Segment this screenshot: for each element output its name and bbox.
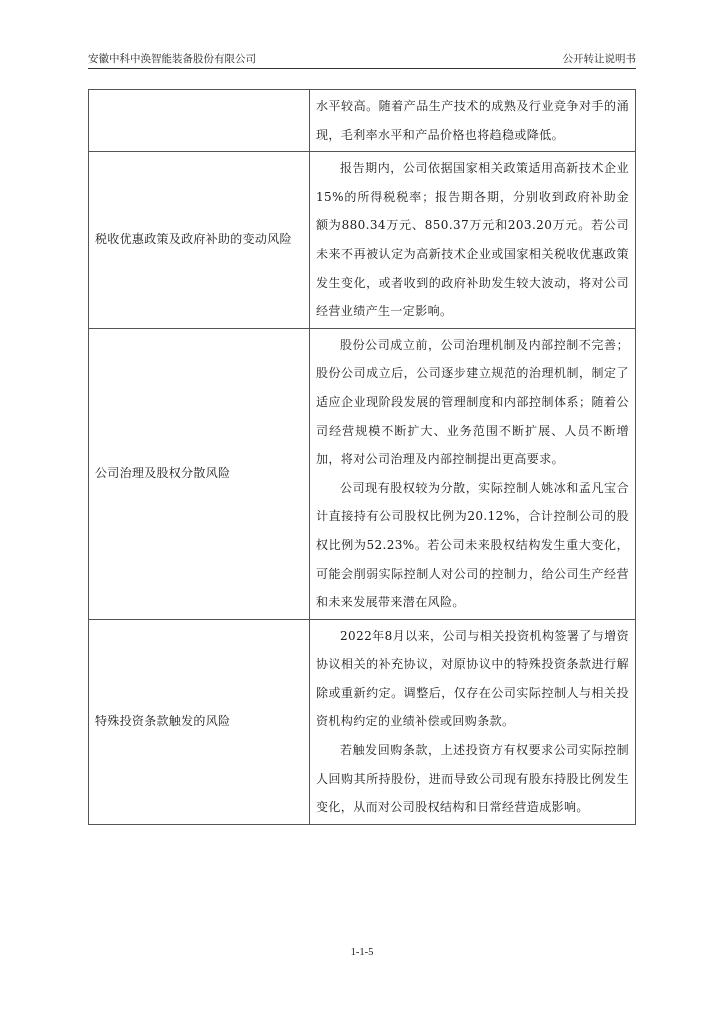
- page-number: 1-1-5: [350, 947, 374, 958]
- company-name: 安徽中科中涣智能装备股份有限公司: [88, 53, 256, 65]
- risk-description-cell: [310, 328, 636, 619]
- risk-name-cell: 税收优惠政策及政府补助的变动风险: [89, 152, 310, 329]
- page-header: [88, 52, 636, 66]
- risk-name-cell: 特殊投资条款触发的风险: [89, 619, 310, 824]
- risk-name-cell: 公司治理及股权分散风险: [89, 328, 310, 619]
- risk-name-cell: [89, 90, 310, 152]
- risk-paragraph: 公司现有股权较为分散，实际控制人姚冰和孟凡宝合计直接持有公司股权比例为20.12%，合计控制公司的股权比例为52.23%。若公司未来股权结构发生重大变化，可能会削弱实际控制人对公司的控制力，给公司生产经营和未来发展带来潜在风险。: [316, 480, 629, 610]
- risk-paragraph: 股份公司成立前，公司治理机制及内部控制不完善；股份公司成立后，公司逐步建立规范的治理机制，制定了适应企业现阶段发展的管理制度和内部控制体系；随着公司经营规模不断扩大、业务范围不断扩展、人员不断增加，将对公司治理及内部控制提出更高要求。: [316, 337, 629, 467]
- risk-table: [88, 89, 636, 825]
- table-row: [89, 90, 636, 152]
- risk-paragraph: 水平较高。随着产品生产技术的成熟及行业竞争对手的涌现，毛利率水平和产品价格也将趋稳或降低。: [316, 99, 629, 142]
- risk-paragraph: 报告期内，公司依据国家相关政策适用高新技术企业15%的所得税税率；报告期各期，分别收到政府补助金额为880.34万元、850.37万元和203.20万元。若公司未来不再被认定为高新技术企业或国家相关税收优惠政策发生变化，或者收到的政府补助发生较大波动，将对公司经营业绩产生一定影响。: [316, 161, 629, 319]
- document-title: 公开转让说明书: [562, 53, 636, 65]
- risk-description-cell: [310, 152, 636, 329]
- risk-paragraph: 若触发回购条款，上述投资方有权要求公司实际控制人回购其所持股份，进而导致公司现有股东持股比例发生变化，从而对公司股权结构和日常经营造成影响。: [316, 743, 629, 815]
- table-row: [89, 328, 636, 619]
- risk-description-cell: [310, 619, 636, 824]
- header-rule: [88, 68, 636, 69]
- risk-paragraph: 2022年8月以来，公司与相关投资机构签署了与增资协议相关的补充协议，对原协议中的特殊投资条款进行解除或重新约定。调整后，仅存在公司实际控制人与相关投资机构约定的业绩补偿或回购条款。: [316, 628, 629, 729]
- table-row: [89, 152, 636, 329]
- table-row: [89, 619, 636, 824]
- risk-description-cell: [310, 90, 636, 152]
